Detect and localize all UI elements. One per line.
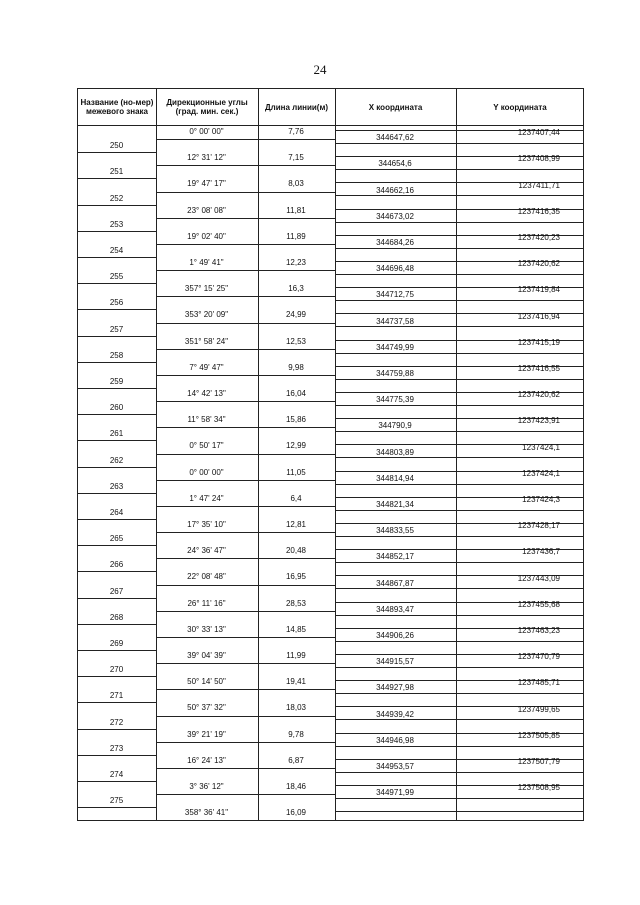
point-name-cell: 252 xyxy=(109,193,124,203)
x-coordinate-cell: 344673,02 xyxy=(376,211,414,221)
row-divider xyxy=(78,519,156,520)
point-name-cell: 258 xyxy=(109,350,124,360)
direction-angle-cell: 26° 11' 16" xyxy=(187,598,226,608)
row-divider xyxy=(78,283,156,284)
point-name-cell: 269 xyxy=(109,638,124,648)
header-line-length: Длина линии(м) xyxy=(264,102,329,112)
row-divider xyxy=(78,414,156,415)
row-divider xyxy=(156,296,335,297)
line-length-cell: 8,03 xyxy=(288,179,304,189)
direction-angle-cell: 30° 33' 13" xyxy=(187,624,226,634)
line-length-cell: 6,4 xyxy=(290,493,302,503)
x-coordinate-cell: 344684,26 xyxy=(376,237,414,247)
x-coordinate-cell: 344927,98 xyxy=(376,683,414,693)
row-divider xyxy=(156,192,335,193)
row-divider xyxy=(156,349,335,350)
line-length-cell: 16,95 xyxy=(285,572,307,582)
y-coordinate-cell: 1237424,1 xyxy=(522,468,560,478)
point-name-cell: 266 xyxy=(109,560,124,570)
x-coordinate-cell: 344833,55 xyxy=(376,526,414,536)
row-divider xyxy=(78,309,156,310)
x-coordinate-cell: 344867,87 xyxy=(376,578,414,588)
point-name-cell: 259 xyxy=(109,376,124,386)
direction-angle-cell: 16° 24' 13" xyxy=(187,755,226,765)
row-divider xyxy=(156,375,335,376)
row-divider xyxy=(78,650,156,651)
line-length-cell: 11,05 xyxy=(286,467,306,477)
line-length-cell: 9,78 xyxy=(288,729,304,739)
row-divider xyxy=(78,493,156,494)
line-length-cell: 11,99 xyxy=(286,651,306,660)
row-divider xyxy=(156,585,335,586)
row-divider xyxy=(156,637,335,638)
x-coordinate-cell: 344814,94 xyxy=(376,473,414,483)
row-divider xyxy=(156,716,335,717)
row-divider xyxy=(156,558,335,559)
direction-angle-cell: 1° 49' 41" xyxy=(189,258,224,267)
line-length-cell: 14,85 xyxy=(285,624,307,634)
row-divider xyxy=(78,702,156,703)
row-divider xyxy=(78,257,156,258)
direction-angle-cell: 11° 58' 34" xyxy=(187,415,226,425)
row-divider xyxy=(78,571,156,572)
point-name-cell: 264 xyxy=(109,507,124,517)
direction-angle-cell: 14° 42' 13" xyxy=(187,389,226,398)
y-coordinate-cell: 1237416,35 xyxy=(517,206,560,216)
x-coordinate-cell: 344696,48 xyxy=(376,264,414,274)
point-name-cell: 265 xyxy=(109,534,124,544)
line-length-cell: 12,53 xyxy=(285,336,307,346)
line-length-cell: 18,46 xyxy=(285,782,307,791)
direction-angle-cell: 22° 08' 48" xyxy=(187,572,226,582)
direction-angle-cell: 50° 14' 50" xyxy=(187,677,226,687)
direction-angle-cell: 24° 36' 47" xyxy=(187,546,226,556)
point-name-cell: 273 xyxy=(109,743,124,753)
direction-angle-cell: 351° 58' 24" xyxy=(184,336,229,346)
y-coordinate-cell: 1237470,79 xyxy=(517,652,560,662)
x-coordinate-cell: 344775,39 xyxy=(376,395,414,405)
row-divider xyxy=(156,244,335,245)
row-divider xyxy=(156,794,335,795)
point-name-cell: 261 xyxy=(109,429,124,439)
direction-angle-cell: 19° 47' 17" xyxy=(187,179,226,189)
direction-angle-cell: 17° 35' 10" xyxy=(187,520,226,529)
row-divider xyxy=(78,152,156,153)
row-divider xyxy=(78,755,156,756)
row-divider xyxy=(156,454,335,455)
direction-angle-cell: 1° 47' 24" xyxy=(189,493,224,503)
row-divider xyxy=(78,388,156,389)
row-divider xyxy=(156,768,335,769)
y-coordinate-cell: 1237485,71 xyxy=(517,678,560,688)
line-length-cell: 16,3 xyxy=(288,284,304,294)
row-divider xyxy=(78,781,156,782)
row-divider xyxy=(78,467,156,468)
y-coordinate-cell: 1237423,91 xyxy=(517,416,560,426)
row-divider xyxy=(78,178,156,179)
line-length-cell: 12,81 xyxy=(285,520,307,529)
y-coordinate-cell: 1237436,7 xyxy=(522,547,560,557)
header-point-name: Название (но-мер) межевого знака xyxy=(80,98,154,116)
point-name-cell: 272 xyxy=(109,717,124,727)
y-coordinate-cell: 1237419,84 xyxy=(517,285,560,295)
y-coordinate-cell: 1237424,3 xyxy=(522,494,560,504)
y-coordinate-cell: 1237455,68 xyxy=(517,599,560,609)
point-name-cell: 275 xyxy=(109,796,124,806)
y-coordinate-cell: 1237407,44 xyxy=(517,128,560,138)
direction-angle-cell: 357° 15' 25" xyxy=(184,284,229,294)
point-name-cell: 268 xyxy=(109,612,124,622)
direction-angle-cell: 50° 37' 32" xyxy=(187,703,226,713)
direction-angle-cell: 3° 36' 12" xyxy=(189,782,224,791)
x-coordinate-cell: 344737,58 xyxy=(376,316,414,326)
row-divider xyxy=(156,742,335,743)
x-coordinate-cell: 344662,16 xyxy=(376,185,414,195)
row-divider xyxy=(78,440,156,441)
header-x-coordinate: X координата xyxy=(368,102,423,112)
row-divider xyxy=(156,689,335,690)
x-coordinate-cell: 344971,99 xyxy=(376,788,414,798)
y-coordinate-cell: 1237508,95 xyxy=(517,783,560,793)
point-name-cell: 260 xyxy=(109,403,124,413)
point-name-cell: 270 xyxy=(109,665,124,675)
direction-angle-cell: 0° 00' 00" xyxy=(189,467,224,477)
line-length-cell: 12,99 xyxy=(285,441,307,451)
line-length-cell: 7,15 xyxy=(288,153,304,163)
row-divider xyxy=(156,820,335,821)
row-divider xyxy=(78,729,156,730)
direction-angle-cell: 12° 31' 12" xyxy=(187,153,226,163)
x-coordinate-cell: 344647,62 xyxy=(376,133,414,143)
y-coordinate-cell: 1237411,71 xyxy=(518,180,560,190)
x-coordinate-cell: 344893,47 xyxy=(376,604,414,614)
x-coordinate-cell: 344852,17 xyxy=(376,552,414,562)
direction-angle-cell: 0° 50' 17" xyxy=(189,441,224,451)
row-divider xyxy=(78,676,156,677)
row-divider xyxy=(156,270,335,271)
direction-angle-cell: 39° 21' 19" xyxy=(187,729,226,739)
line-length-cell: 20,48 xyxy=(285,546,307,556)
x-coordinate-cell: 344953,57 xyxy=(376,761,414,771)
coordinates-table xyxy=(77,88,584,821)
row-divider xyxy=(78,231,156,232)
row-divider xyxy=(78,624,156,625)
direction-angle-cell: 7° 49' 47" xyxy=(189,362,224,372)
row-divider xyxy=(156,401,335,402)
direction-angle-cell: 0° 00' 00" xyxy=(189,127,224,136)
direction-angle-cell: 353° 20' 09" xyxy=(184,310,229,320)
x-coordinate-cell: 344906,26 xyxy=(376,630,414,640)
x-coordinate-cell: 344749,99 xyxy=(376,342,414,352)
y-coordinate-cell: 1237505,85 xyxy=(517,730,560,740)
row-divider xyxy=(156,427,335,428)
y-coordinate-cell: 1237499,65 xyxy=(517,704,560,714)
row-divider xyxy=(335,811,584,812)
point-name-cell: 267 xyxy=(109,586,124,596)
line-length-cell: 7,76 xyxy=(288,127,304,136)
point-name-cell: 255 xyxy=(109,272,124,282)
point-name-cell: 274 xyxy=(109,769,124,779)
y-coordinate-cell: 1237408,99 xyxy=(517,154,560,164)
line-length-cell: 18,03 xyxy=(285,703,307,713)
line-length-cell: 9,98 xyxy=(288,362,304,372)
x-coordinate-cell: 344654,6 xyxy=(378,159,412,169)
x-coordinate-cell: 344803,89 xyxy=(376,447,414,457)
x-coordinate-cell: 344915,57 xyxy=(376,657,414,667)
y-coordinate-cell: 1237463,23 xyxy=(517,625,560,635)
direction-angle-cell: 39° 04' 39" xyxy=(187,651,226,660)
row-divider xyxy=(156,532,335,533)
row-divider xyxy=(156,506,335,507)
row-divider xyxy=(156,139,335,140)
x-coordinate-cell: 344790,9 xyxy=(378,421,412,431)
direction-angle-cell: 19° 02' 40" xyxy=(187,231,226,241)
y-coordinate-cell: 1237424,1 xyxy=(522,442,560,452)
point-name-cell: 250 xyxy=(109,141,124,151)
header-y-coordinate: Y координата xyxy=(493,102,547,112)
y-coordinate-cell: 1237428,17 xyxy=(517,521,560,531)
x-coordinate-cell: 344759,88 xyxy=(376,368,414,378)
y-coordinate-cell: 1237420,23 xyxy=(517,232,560,242)
row-divider xyxy=(78,545,156,546)
line-length-cell: 6,87 xyxy=(288,755,304,765)
direction-angle-cell: 23° 08' 08" xyxy=(187,205,226,215)
y-coordinate-cell: 1237420,62 xyxy=(517,259,560,269)
x-coordinate-cell: 344946,98 xyxy=(376,735,414,745)
row-divider xyxy=(156,165,335,166)
row-divider xyxy=(156,663,335,664)
header-direction-angle: Дирекционные углы (град. мин. сек.) xyxy=(166,98,248,116)
row-divider xyxy=(156,480,335,481)
point-name-cell: 271 xyxy=(109,691,124,701)
point-name-cell: 254 xyxy=(109,245,124,255)
point-name-cell: 256 xyxy=(109,298,124,308)
row-divider xyxy=(78,362,156,363)
direction-angle-cell: 358° 36' 41" xyxy=(184,808,229,818)
point-name-cell: 257 xyxy=(109,324,124,334)
point-name-cell: 253 xyxy=(109,219,124,229)
line-length-cell: 15,86 xyxy=(285,415,307,425)
line-length-cell: 12,23 xyxy=(285,258,307,267)
y-coordinate-cell: 1237420,62 xyxy=(517,390,560,400)
point-name-cell: 263 xyxy=(109,481,124,491)
y-coordinate-cell: 1237507,79 xyxy=(517,756,560,766)
line-length-cell: 19,41 xyxy=(285,677,307,687)
line-length-cell: 16,04 xyxy=(285,389,307,398)
y-coordinate-cell: 1237416,55 xyxy=(517,363,560,373)
point-name-cell: 262 xyxy=(109,455,124,465)
row-divider xyxy=(78,807,156,808)
point-name-cell: 251 xyxy=(109,167,124,177)
x-coordinate-cell: 344821,34 xyxy=(376,499,414,509)
row-divider xyxy=(156,611,335,612)
y-coordinate-cell: 1237443,09 xyxy=(517,573,560,583)
y-coordinate-cell: 1237416,94 xyxy=(517,311,560,321)
line-length-cell: 11,81 xyxy=(286,205,306,215)
y-coordinate-cell: 1237415,19 xyxy=(517,337,560,347)
page-number: 24 xyxy=(313,62,327,77)
row-divider xyxy=(78,336,156,337)
line-length-cell: 16,09 xyxy=(285,808,307,818)
row-divider xyxy=(78,205,156,206)
line-length-cell: 24,99 xyxy=(285,310,307,320)
row-divider xyxy=(156,323,335,324)
row-divider xyxy=(78,598,156,599)
x-coordinate-cell: 344712,75 xyxy=(376,290,414,300)
x-coordinate-cell: 344939,42 xyxy=(376,709,414,719)
line-length-cell: 28,53 xyxy=(285,598,307,608)
row-divider xyxy=(156,218,335,219)
line-length-cell: 11,89 xyxy=(286,231,306,241)
